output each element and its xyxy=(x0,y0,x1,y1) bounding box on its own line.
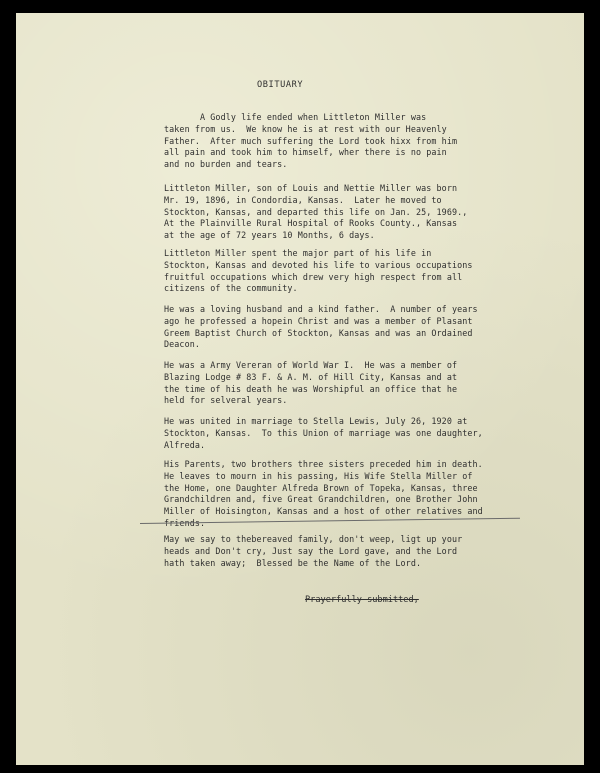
paragraph-opening: A Godly life ended when Littleton Miller was taken from us. We know he is at rest with our Heavenly Father. After much suffering the Lord took hixx from him all pain and took him to himself, wher there is no pain and no burden and tears. xyxy=(164,112,458,170)
paragraph-faith: He was a loving husband and a kind father. A number of years ago he professed a hopein Christ and was a member of Plasant Greem Baptist Church of Stockton, Kansas and was an Ordained Deacon. xyxy=(164,304,478,350)
paragraph-birth-and-death: Littleton Miller, son of Louis and Nettie Miller was born Mr. 19, 1896, in Condordia, Kansas. Later he moved to Stockton, Kansas, and departed this life on Jan. 25, 1969., At the Plainville Rural Hospital of Rooks County., Kansas at the age of 72 years 10 Months, 6 days. xyxy=(164,183,468,241)
closing-text: Prayerfully submitted, xyxy=(305,595,419,605)
paragraph-survivors: His Parents, two brothers three sisters preceded him in death. He leaves to mourn in his passing, His Wife Stella Miller of the Home, one Daughter Alfreda Brown of Topeka, Kansas, three Grandchildren and, five Great Grandchildren, one Brother John Miller of Hoisington, Kansas and a host of other relatives and friends. xyxy=(164,459,483,528)
paragraph-military-lodge: He was a Army Vereran of World War I. He was a member of Blazing Lodge # 83 F. & A. M. of Hill City, Kansas and at the time of his death he was Worshipful an office that he held for selveral years. xyxy=(164,360,458,406)
document-title: OBITUARY xyxy=(257,80,304,90)
paragraph-marriage: He was united in marriage to Stella Lewis, July 26, 1920 at Stockton, Kansas. To this Union of marriage was one daughter, Alfreda. xyxy=(164,416,483,450)
paragraph-blessing: May we say to thebereaved family, don't weep, ligt up your heads and Don't cry, Just say the Lord gave, and the Lord hath taken away; Blessed be the Name of the Lord. xyxy=(164,534,463,568)
closing-signoff xyxy=(305,595,419,605)
paragraph-occupation: Littleton Miller spent the major part of his life in Stockton, Kansas and devoted his life to various occupations fruitful occupations which drew very high respect from all citizens of the community. xyxy=(164,248,473,294)
